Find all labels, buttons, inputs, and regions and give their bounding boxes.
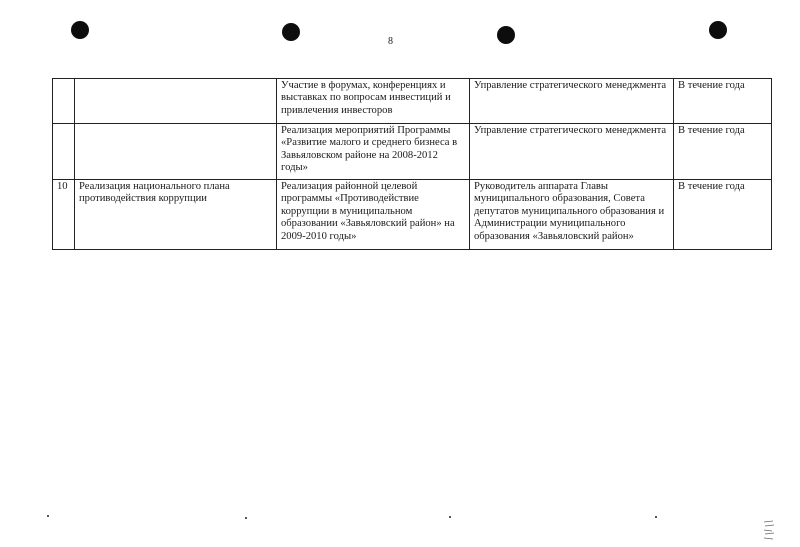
page-number: 8 [388, 36, 393, 47]
scan-speck [47, 515, 49, 517]
row-number-cell [53, 124, 75, 180]
term-cell: В течение года [674, 180, 772, 250]
table-row [53, 180, 772, 250]
binder-hole [497, 26, 515, 44]
term-cell: В течение года [674, 79, 772, 124]
table-row [53, 79, 772, 124]
activity-cell: Участие в форумах, конференциях и выставках по вопросам инвестиций и привлечения инвесторов [277, 79, 470, 124]
term-cell: В течение года [674, 124, 772, 180]
responsible-cell: Руководитель аппарата Главы муниципального образования, Совета депутатов муниципального образования и Администрации муниципального образования «Завьяловский район» [470, 180, 674, 250]
binder-hole [71, 21, 89, 39]
row-number-cell [53, 79, 75, 124]
responsible-cell: Управление стратегического менеджмента [470, 79, 674, 124]
table-row [53, 124, 772, 180]
scan-speck [655, 516, 657, 518]
scan-speck [449, 516, 451, 518]
activity-cell: Реализация районной целевой программы «Противодействие коррупции в муниципальном образовании «Завьяловский район» на 2009-2010 годы» [277, 180, 470, 250]
plan-table [52, 78, 772, 250]
scan-speck [245, 517, 247, 519]
corner-scribble [762, 518, 776, 542]
direction-cell [75, 79, 277, 124]
responsible-cell: Управление стратегического менеджмента [470, 124, 674, 180]
activity-cell: Реализация мероприятий Программы «Развитие малого и среднего бизнеса в Завьяловском районе на 2008-2012 годы» [277, 124, 470, 180]
binder-hole [282, 23, 300, 41]
direction-cell [75, 124, 277, 180]
binder-hole [709, 21, 727, 39]
row-number-cell: 10 [53, 180, 75, 250]
direction-cell: Реализация национального плана противодействия коррупции [75, 180, 277, 250]
